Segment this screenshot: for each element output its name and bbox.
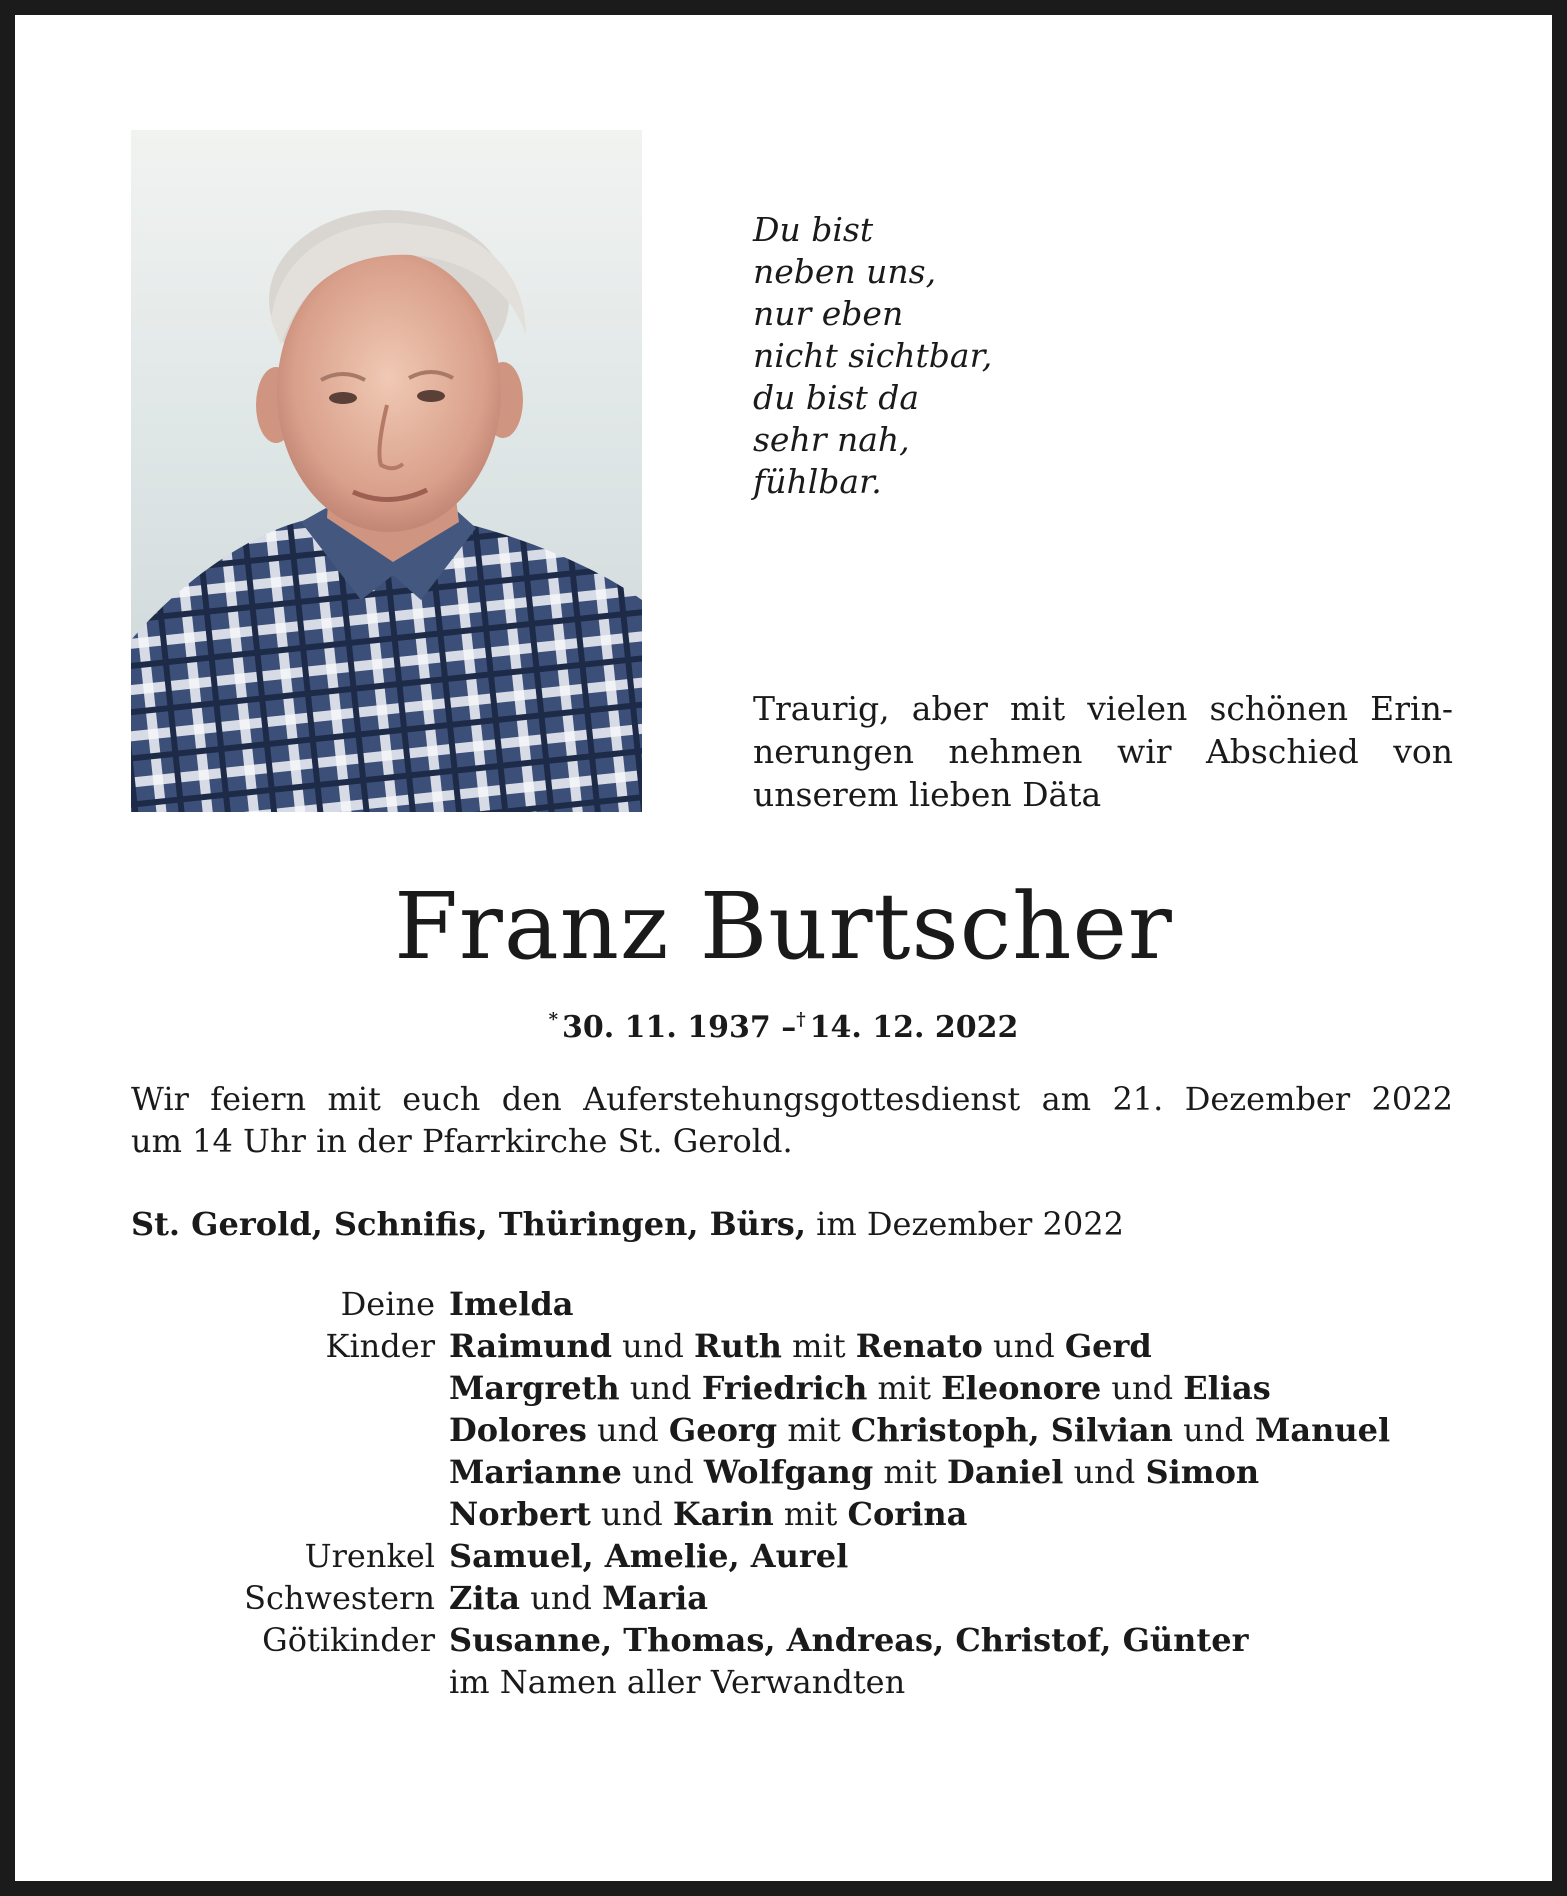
death-date: 14. 12. 2022: [809, 1010, 1019, 1045]
intro-word: Abschied: [1205, 732, 1359, 771]
family-member-name: Corina: [847, 1495, 968, 1533]
family-member-name: Simon: [1145, 1453, 1260, 1491]
family-connector: und: [611, 1327, 695, 1365]
intro-word: wir: [1116, 732, 1172, 771]
intro-word: aber: [911, 689, 988, 728]
family-row: [131, 1283, 1453, 1325]
family-names: [449, 1661, 1453, 1703]
family-member-name: Margreth: [449, 1369, 620, 1407]
poem-line: fühlbar.: [753, 462, 882, 501]
intro-word: Erin-: [1370, 689, 1453, 728]
family-names: [449, 1493, 1453, 1535]
service-line-1: [131, 1078, 1453, 1120]
family-member-name: Gerd: [1064, 1327, 1152, 1365]
family-member-name: Imelda: [449, 1285, 574, 1323]
deceased-name: Franz Burtscher: [394, 873, 1173, 980]
family-names: [449, 1577, 1453, 1619]
family-connector: mit: [773, 1495, 848, 1533]
family-member-name: Ruth: [694, 1327, 782, 1365]
family-relation-label: [131, 1661, 449, 1703]
family-member-name: Daniel: [946, 1453, 1064, 1491]
family-row: [131, 1535, 1453, 1577]
family-row: [131, 1577, 1453, 1619]
family-member-name: Wolfgang: [703, 1453, 874, 1491]
family-connector: und: [586, 1411, 669, 1449]
family-relation-label: Kinder: [325, 1327, 435, 1365]
family-connector: und: [1063, 1453, 1146, 1491]
intro-word: mit: [1010, 689, 1066, 728]
family-member-name: Christoph, Silvian: [850, 1411, 1173, 1449]
poem-line: neben uns,: [753, 252, 937, 291]
intro-word: vielen: [1087, 689, 1188, 728]
family-member-name: Georg: [668, 1411, 778, 1449]
family-relation-label: Urenkel: [304, 1537, 435, 1575]
family-connector: und: [619, 1369, 702, 1407]
family-connector: mit: [873, 1453, 947, 1491]
service-word: am: [1041, 1080, 1092, 1118]
death-symbol: †: [796, 1009, 806, 1030]
birth-symbol: *: [548, 1009, 558, 1030]
family-names: [449, 1409, 1453, 1451]
service-word: 21.: [1112, 1080, 1164, 1118]
family-row: [131, 1409, 1453, 1451]
intro-word: nerungen: [753, 732, 914, 771]
obituary-notice: [15, 15, 1552, 1881]
family-member-name: Karin: [672, 1495, 774, 1533]
family-row: [131, 1325, 1453, 1367]
family-member-name: Elias: [1183, 1369, 1271, 1407]
family-list: [131, 1283, 1453, 1703]
family-connector: im Namen aller Verwandten: [449, 1663, 906, 1701]
service-word: 2022: [1371, 1080, 1453, 1118]
family-member-name: Manuel: [1254, 1411, 1391, 1449]
service-word: feiern: [210, 1080, 307, 1118]
family-relation-label: Götikinder: [262, 1621, 435, 1659]
family-names: [449, 1367, 1453, 1409]
family-member-name: Zita: [449, 1579, 521, 1617]
family-member-name: Samuel, Amelie, Aurel: [449, 1537, 849, 1575]
poem-line: nur eben: [753, 294, 904, 333]
family-relation-label: [131, 1409, 449, 1451]
poem-line: sehr nah,: [753, 420, 910, 459]
family-connector: und: [520, 1579, 603, 1617]
family-names: [449, 1283, 1453, 1325]
family-names: [449, 1325, 1453, 1367]
family-names: [449, 1619, 1453, 1661]
portrait-photo: [131, 130, 642, 812]
family-connector: mit: [777, 1411, 851, 1449]
service-info: [131, 1078, 1453, 1162]
family-row: [131, 1661, 1453, 1703]
family-member-name: Eleonore: [941, 1369, 1102, 1407]
family-connector: mit: [867, 1369, 942, 1407]
poem-line: Du bist: [753, 210, 874, 249]
family-connector: und: [590, 1495, 673, 1533]
family-member-name: Maria: [602, 1579, 708, 1617]
poem-line: du bist da: [753, 378, 920, 417]
place-date-line: [131, 1203, 1453, 1245]
intro-word: Traurig,: [753, 689, 890, 728]
family-connector: und: [1172, 1411, 1255, 1449]
family-relation-label: [131, 1493, 449, 1535]
family-connector: mit: [781, 1327, 856, 1365]
family-row: [131, 1451, 1453, 1493]
family-member-name: Friedrich: [701, 1369, 868, 1407]
family-names: [449, 1535, 1453, 1577]
family-connector: und: [621, 1453, 704, 1491]
family-member-name: Raimund: [449, 1327, 612, 1365]
service-word: Dezember: [1184, 1080, 1351, 1118]
family-member-name: Dolores: [449, 1411, 587, 1449]
family-connector: und: [1101, 1369, 1184, 1407]
intro-line-3: unserem lieben Däta: [753, 775, 1102, 814]
intro-word: schönen: [1209, 689, 1349, 728]
family-member-name: Marianne: [449, 1453, 622, 1491]
life-dates: [15, 1000, 1552, 1048]
family-connector: und: [982, 1327, 1065, 1365]
service-word: Wir: [131, 1080, 189, 1118]
family-relation-label: Schwestern: [244, 1579, 435, 1617]
family-row: [131, 1493, 1453, 1535]
portrait-image: [131, 130, 642, 812]
family-row: [131, 1619, 1453, 1661]
intro-text: [753, 687, 1453, 816]
family-names: [449, 1451, 1453, 1493]
family-relation-label: [131, 1367, 449, 1409]
service-word: Auferstehungsgottesdienst: [583, 1080, 1021, 1118]
intro-line-2: [753, 730, 1453, 773]
family-row: [131, 1367, 1453, 1409]
family-relation-label: Deine: [340, 1285, 435, 1323]
service-line-2: um 14 Uhr in der Pfarrkirche St. Gerold.: [131, 1122, 793, 1160]
service-word: den: [501, 1080, 562, 1118]
family-member-name: Renato: [855, 1327, 983, 1365]
intro-line-1: [753, 687, 1453, 730]
poem-line: nicht sichtbar,: [753, 336, 993, 375]
birth-date: 30. 11. 1937: [561, 1010, 771, 1045]
intro-word: nehmen: [948, 732, 1083, 771]
place-date: im Dezember 2022: [816, 1205, 1124, 1243]
family-relation-label: [131, 1451, 449, 1493]
family-member-name: Susanne, Thomas, Andreas, Christof, Günter: [449, 1621, 1249, 1659]
towns: St. Gerold, Schnifis, Thüringen, Bürs,: [131, 1205, 806, 1243]
date-separator: –: [781, 1010, 797, 1045]
intro-word: von: [1393, 732, 1453, 771]
family-member-name: Norbert: [449, 1495, 591, 1533]
poem: [753, 209, 1093, 503]
service-word: mit: [327, 1080, 381, 1118]
service-word: euch: [402, 1080, 481, 1118]
